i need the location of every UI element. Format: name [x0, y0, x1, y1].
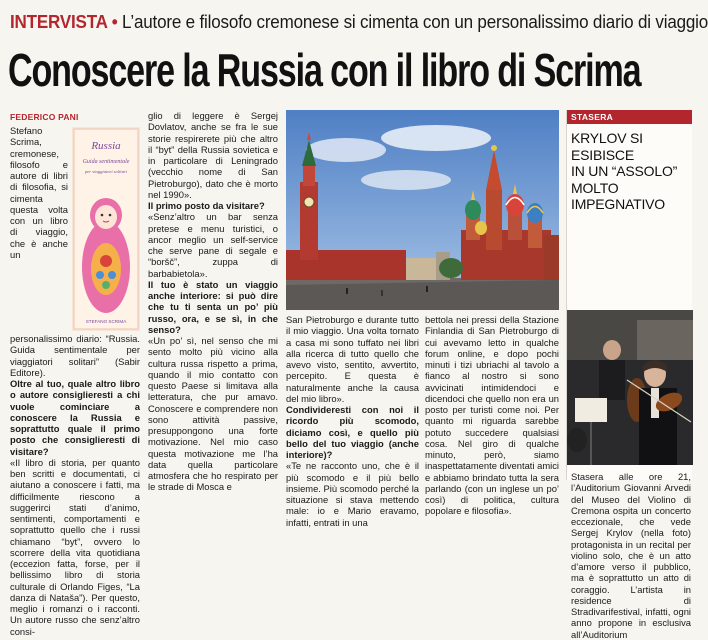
- paragraph: San Pietroburgo e durante tutto il mio viaggio. Una volta tornato a casa mi sono tuffato nei libri alla ricerca di tutto quello che avevo visto, sentito, avvertito, percepito. E questa è naturalmente anche la causa del mio libro».: [286, 314, 419, 404]
- article-column-2: [148, 110, 278, 493]
- red-square-photo: [286, 110, 559, 310]
- sidebar-title-line: MOLTO IMPEGNATIVO: [571, 179, 665, 212]
- violinist-photo: [567, 310, 693, 465]
- byline: FEDERICO PANI: [10, 112, 79, 122]
- sidebar-title-line: KRYLOV SI ESIBISCE: [571, 130, 643, 163]
- sidebar-section-label: STASERA: [567, 110, 692, 124]
- paragraph: «Il libro di storia, per quanto ben scritti e documentati, ci aiutano a conoscere i fatti, ma difficilmente riescono a suggerirci stati d’animo, sentimenti, comportamenti e soprattutto quello che i russi chiamano “byt”, ovvero lo scorrere della vita quotidiana (eccezion fatta, forse, per il bellissimo libro di storia culturale di Orlando Figes, “La danza di Nataša”). Per questo, meglio i romanzi o i racconti. Un autore russo che senz’altro consi-: [10, 456, 140, 637]
- headline: Conoscere la Russia con il libro di Scrima: [8, 44, 641, 96]
- paragraph: bettola nei pressi della Stazione Finlandia di San Pietroburgo di cui avevamo letto in qualche forum online, e dopo pochi minuti i tizi ubriachi al tavolo a fianco al nostro si sono avvicinati intimidendoci e dicendoci che quello non era un posto per turisti come noi. Per quanto mi riguarda sarebbe potuto succedere qualsiasi cosa. Nel giro di qualche minuto, però, siamo inaspettatamente diventati amici e abbiamo brindato tutta la sera parlando (con un inglese un po’ così) di politica, cultura popolare e filosofia».: [425, 314, 559, 517]
- article-column-3: [286, 314, 419, 528]
- book-title-word: Russia: [91, 140, 121, 152]
- kicker-separator: •: [107, 11, 123, 32]
- paragraph: «Un po’ sì, nel senso che mi sento molto più vicino alla cultura russa rispetto a prima, quando il mio contatto con questo Paese si limitava alla letteratura, che pur amavo. Conoscere e comprendere non sono attività passive, presuppongono una forte motivazione. Nel mio caso questa motivazione me l’ha data quella particolare atmosfera che ho respirato per le strade di Mosca e: [148, 335, 278, 493]
- article-column-4: [425, 314, 559, 517]
- sidebar-box: [566, 110, 692, 640]
- kicker-subtitle: L’autore e filosofo cremonese si cimenta con un personalissimo diario di viaggio: [122, 11, 708, 32]
- sidebar-body-text: Stasera alle ore 21, l’Auditorium Giovanni Arvedi del Museo del Violino di Cremona ospita un concerto eccezionale, che vede Sergej Krylov (nella foto) protagonista in un recital per violino solo, che è un atto d’amore verso il pubblico, ma è soprattutto un atto di coraggio. L’artista in residence di Stradivarifestival, infatti, ogni anno propone in esclusiva all’Auditorium: [571, 471, 691, 640]
- paragraph: «Te ne racconto uno, che è il più scomodo e il più bello insieme. Più scomodo perché la situazione si stava mettendo male: io e Mario eravamo, infatti, entrati in una: [286, 460, 419, 528]
- book-subtitle-2: per viaggiatori solitari: [84, 169, 128, 174]
- paragraph: «Senz’altro un bar senza pretese e menu turistici, o ancor meglio un self-service che serve pane di segale e “boršč”, zuppa di barbabietola».: [148, 211, 278, 279]
- question: Condivideresti con noi il ricordo più scomodo, diciamo così, e quello più bello del tuo viaggio (anche interiore)?: [286, 404, 419, 460]
- question: Il primo posto da visitare?: [148, 200, 265, 211]
- sidebar-title: [567, 124, 692, 213]
- book-subtitle-1: Guida sentimentale: [82, 159, 130, 165]
- section-tag: INTERVISTA: [10, 11, 108, 32]
- sidebar-title-line: IN UN “ASSOLO”: [571, 163, 678, 179]
- book-cover-image: [72, 127, 140, 331]
- question: Oltre al tuo, quale altro libro o autore consiglieresti a chi vuole cominciare a conoscere la Russia e soprattutto quale il primo posto che consiglieresti di visitare?: [10, 378, 140, 457]
- paragraph: Stefano Scrima, cremonese, filosofo e autore di libri di filosofia, si cimenta questa volta con un libro di viaggio, che è anche un personalissimo diario: “Russia. Guida sentimentale per viaggiatori solitari” (Sabir Editore).: [10, 125, 140, 378]
- question: Il tuo è stato un viaggio anche interiore: si può dire che tu ti senta un po’ più russo, ora, e se sì, in che senso?: [148, 278, 278, 335]
- kicker-line: [10, 6, 708, 38]
- article-column-1: [10, 125, 140, 637]
- book-author: STEFANO SCRIMA: [85, 319, 127, 324]
- paragraph: glio di leggere è Sergej Dovlatov, anche se fra le sue storie respirerete più che altro il “byt” della Russia sovietica e in particolare di Leningrado (vecchio nome di San Pietroburgo), dato che è morto nel 1990».: [148, 110, 278, 200]
